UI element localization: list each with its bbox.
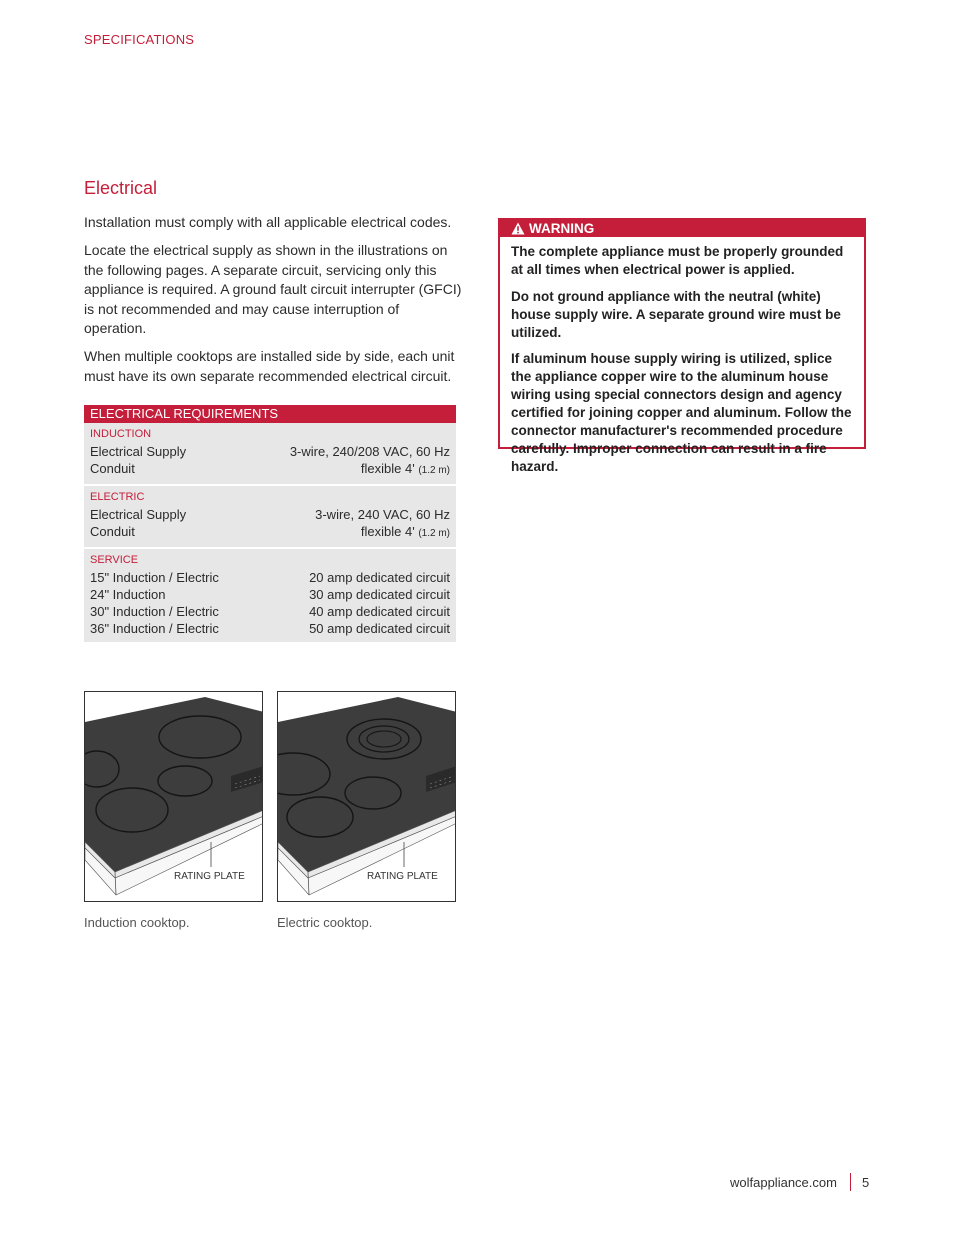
- row-label: 36" Induction / Electric: [90, 621, 219, 636]
- induction-cooktop-figure: [84, 691, 263, 902]
- rating-plate-label: RATING PLATE: [174, 871, 245, 882]
- paragraph-supply: Locate the electrical supply as shown in the illustrations on the following pages. A separate circuit, servicing only this appliance is required. A ground fault circuit interrupter (GFCI) is not recommended and may cause interruption of operation.: [84, 242, 462, 336]
- warning-triangle-icon: [511, 222, 525, 235]
- group-title: ELECTRIC: [90, 491, 145, 503]
- table-row: [90, 523, 450, 542]
- row-label: Electrical Supply: [90, 507, 187, 522]
- warning-header: [500, 220, 864, 237]
- electrical-requirements-table: [84, 405, 456, 642]
- row-value: flexible 4' (1.2 m): [360, 461, 450, 476]
- row-label: 24" Induction: [90, 587, 166, 602]
- service-group: [84, 549, 456, 642]
- footer-url: wolfappliance.com: [730, 1175, 837, 1190]
- footer-divider: [850, 1173, 851, 1191]
- section-label: SPECIFICATIONS: [84, 32, 195, 47]
- paragraph-multiple: When multiple cooktops are installed side by side, each unit must have its own separate recommended electrical circuit.: [84, 348, 455, 384]
- row-value: 3-wire, 240/208 VAC, 60 Hz: [289, 444, 450, 459]
- table-row: [90, 603, 450, 620]
- figure-caption: Electric cooktop.: [277, 915, 373, 930]
- table-row: [90, 443, 450, 460]
- row-value: 50 amp dedicated circuit: [309, 621, 450, 636]
- page-number: 5: [862, 1175, 870, 1190]
- row-label: 30" Induction / Electric: [90, 604, 219, 619]
- table-row: [90, 569, 450, 586]
- group-title: INDUCTION: [90, 428, 152, 440]
- group-title: SERVICE: [90, 554, 139, 566]
- electric-group: [84, 486, 456, 549]
- warning-title: WARNING: [529, 221, 595, 236]
- warning-box: [498, 218, 866, 474]
- row-label: Electrical Supply: [90, 444, 187, 459]
- row-label: Conduit: [90, 461, 135, 476]
- table-row: [90, 620, 450, 637]
- paragraph-codes: Installation must comply with all applicable electrical codes.: [84, 214, 452, 230]
- row-label: Conduit: [90, 524, 135, 539]
- electric-cooktop-figure: [277, 691, 456, 902]
- row-value: 3-wire, 240 VAC, 60 Hz: [315, 507, 450, 522]
- figure-caption: Induction cooktop.: [84, 915, 190, 930]
- row-label: 15" Induction / Electric: [90, 570, 219, 585]
- induction-group: [84, 423, 456, 486]
- warning-paragraph: If aluminum house supply wiring is utilized, splice the appliance copper wire to the aluminum house wiring using special connectors design and agency certified for joining copper and aluminum. Follow the connector manufacturer's recommended procedure carefully. Improper connection can result in a fire hazard.: [511, 351, 852, 474]
- page-heading: Electrical: [84, 178, 158, 198]
- table-header: ELECTRICAL REQUIREMENTS: [84, 405, 456, 423]
- row-value: flexible 4' (1.2 m): [360, 524, 450, 539]
- row-value: 40 amp dedicated circuit: [309, 604, 450, 619]
- row-value: 30 amp dedicated circuit: [309, 587, 450, 602]
- table-row: [90, 460, 450, 479]
- table-row: [90, 506, 450, 523]
- table-row: [90, 586, 450, 603]
- row-value: 20 amp dedicated circuit: [309, 570, 450, 585]
- warning-paragraph: The complete appliance must be properly grounded at all times when electrical power is applied.: [511, 244, 844, 277]
- warning-paragraph: Do not ground appliance with the neutral (white) house supply wire. A separate ground wire must be utilized.: [511, 289, 841, 340]
- rating-plate-label: RATING PLATE: [367, 871, 438, 882]
